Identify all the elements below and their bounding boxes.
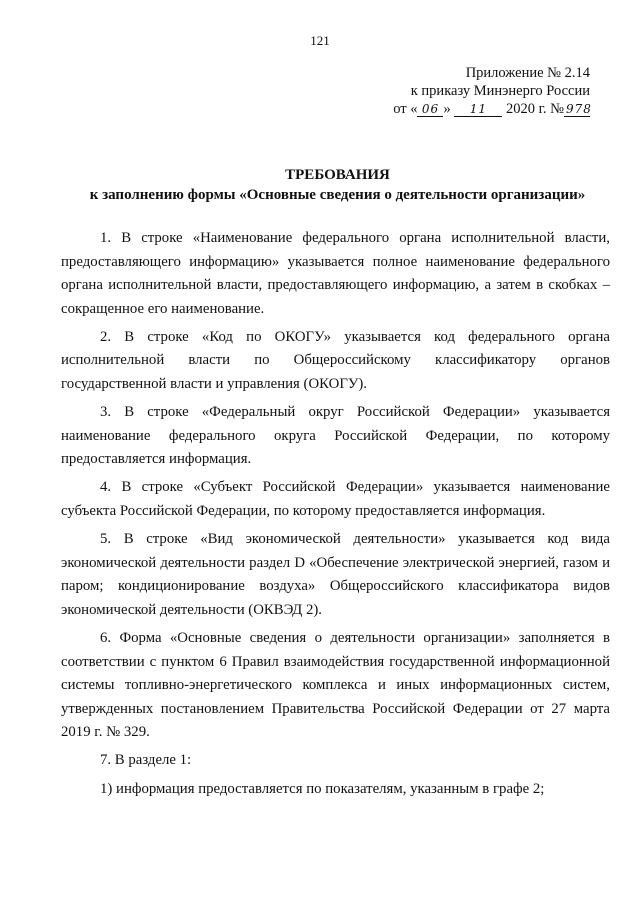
title-subheading: к заполнению формы «Основные сведения о деятельности организации» (89, 187, 586, 203)
date-separator: » (443, 101, 451, 117)
title-heading: ТРЕБОВАНИЯ (285, 167, 390, 183)
document-body (61, 227, 610, 806)
date-day-handwritten: 06 (417, 103, 443, 117)
annex-title: Приложение № 2.14 (465, 65, 590, 81)
paragraph-7-1: 1) информация предоставляется по показателям, указанным в графе 2; (100, 780, 545, 797)
paragraph-2: 2. В строке «Код по ОКОГУ» указывается код федерального органа исполнительной власти по Общероссийскому классификатору органов государственной власти и управления (ОКОГУ). (61, 328, 610, 393)
annex-order-reference: к приказу Минэнерго России (410, 83, 590, 99)
annex-date-line (375, 100, 590, 118)
date-year: 2020 г. № (505, 101, 564, 117)
paragraph-4: 4. В строке «Субъект Российской Федерации» указывается наименование субъекта Российской Федерации, по которому предоставляется информация. (61, 479, 610, 520)
paragraph-1: 1. В строке «Наименование федерального органа исполнительной власти, предоставляющего информацию» указывается полное наименование федерального органа исполнительной власти, предоставляющего информацию, а затем в скобках – сокращенное его наименование. (61, 230, 610, 317)
paragraph-7: 7. В разделе 1: (100, 752, 192, 769)
date-month-handwritten: 11 (454, 103, 502, 117)
order-number-handwritten: 978 (566, 102, 592, 116)
paragraph-3: 3. В строке «Федеральный округ Российской Федерации» указывается наименование федерального округа Российской Федерации, по которому предоставляется информация. (61, 404, 610, 468)
page-number: 121 (310, 33, 330, 48)
date-prefix: от « (393, 101, 418, 117)
paragraph-6: 6. Форма «Основные сведения о деятельности организации» заполняется в соответствии с пунктом 6 Правил взаимодействия государственной информационной системы топливно-энергетического комплекса и иных информационных систем, утвержденных постановлением Правительства Российской Федерации от 27 марта 2019 г. № 329. (61, 630, 610, 741)
document-title (60, 165, 615, 205)
annex-block (375, 64, 590, 118)
paragraph-5: 5. В строке «Вид экономической деятельности» указывается код вида экономической деятельности раздел D «Обеспечение электрической энергией, газом и паром; кондиционирование воздуха» Общероссийского классификатора видов экономической деятельности (ОКВЭД 2). (61, 531, 610, 618)
